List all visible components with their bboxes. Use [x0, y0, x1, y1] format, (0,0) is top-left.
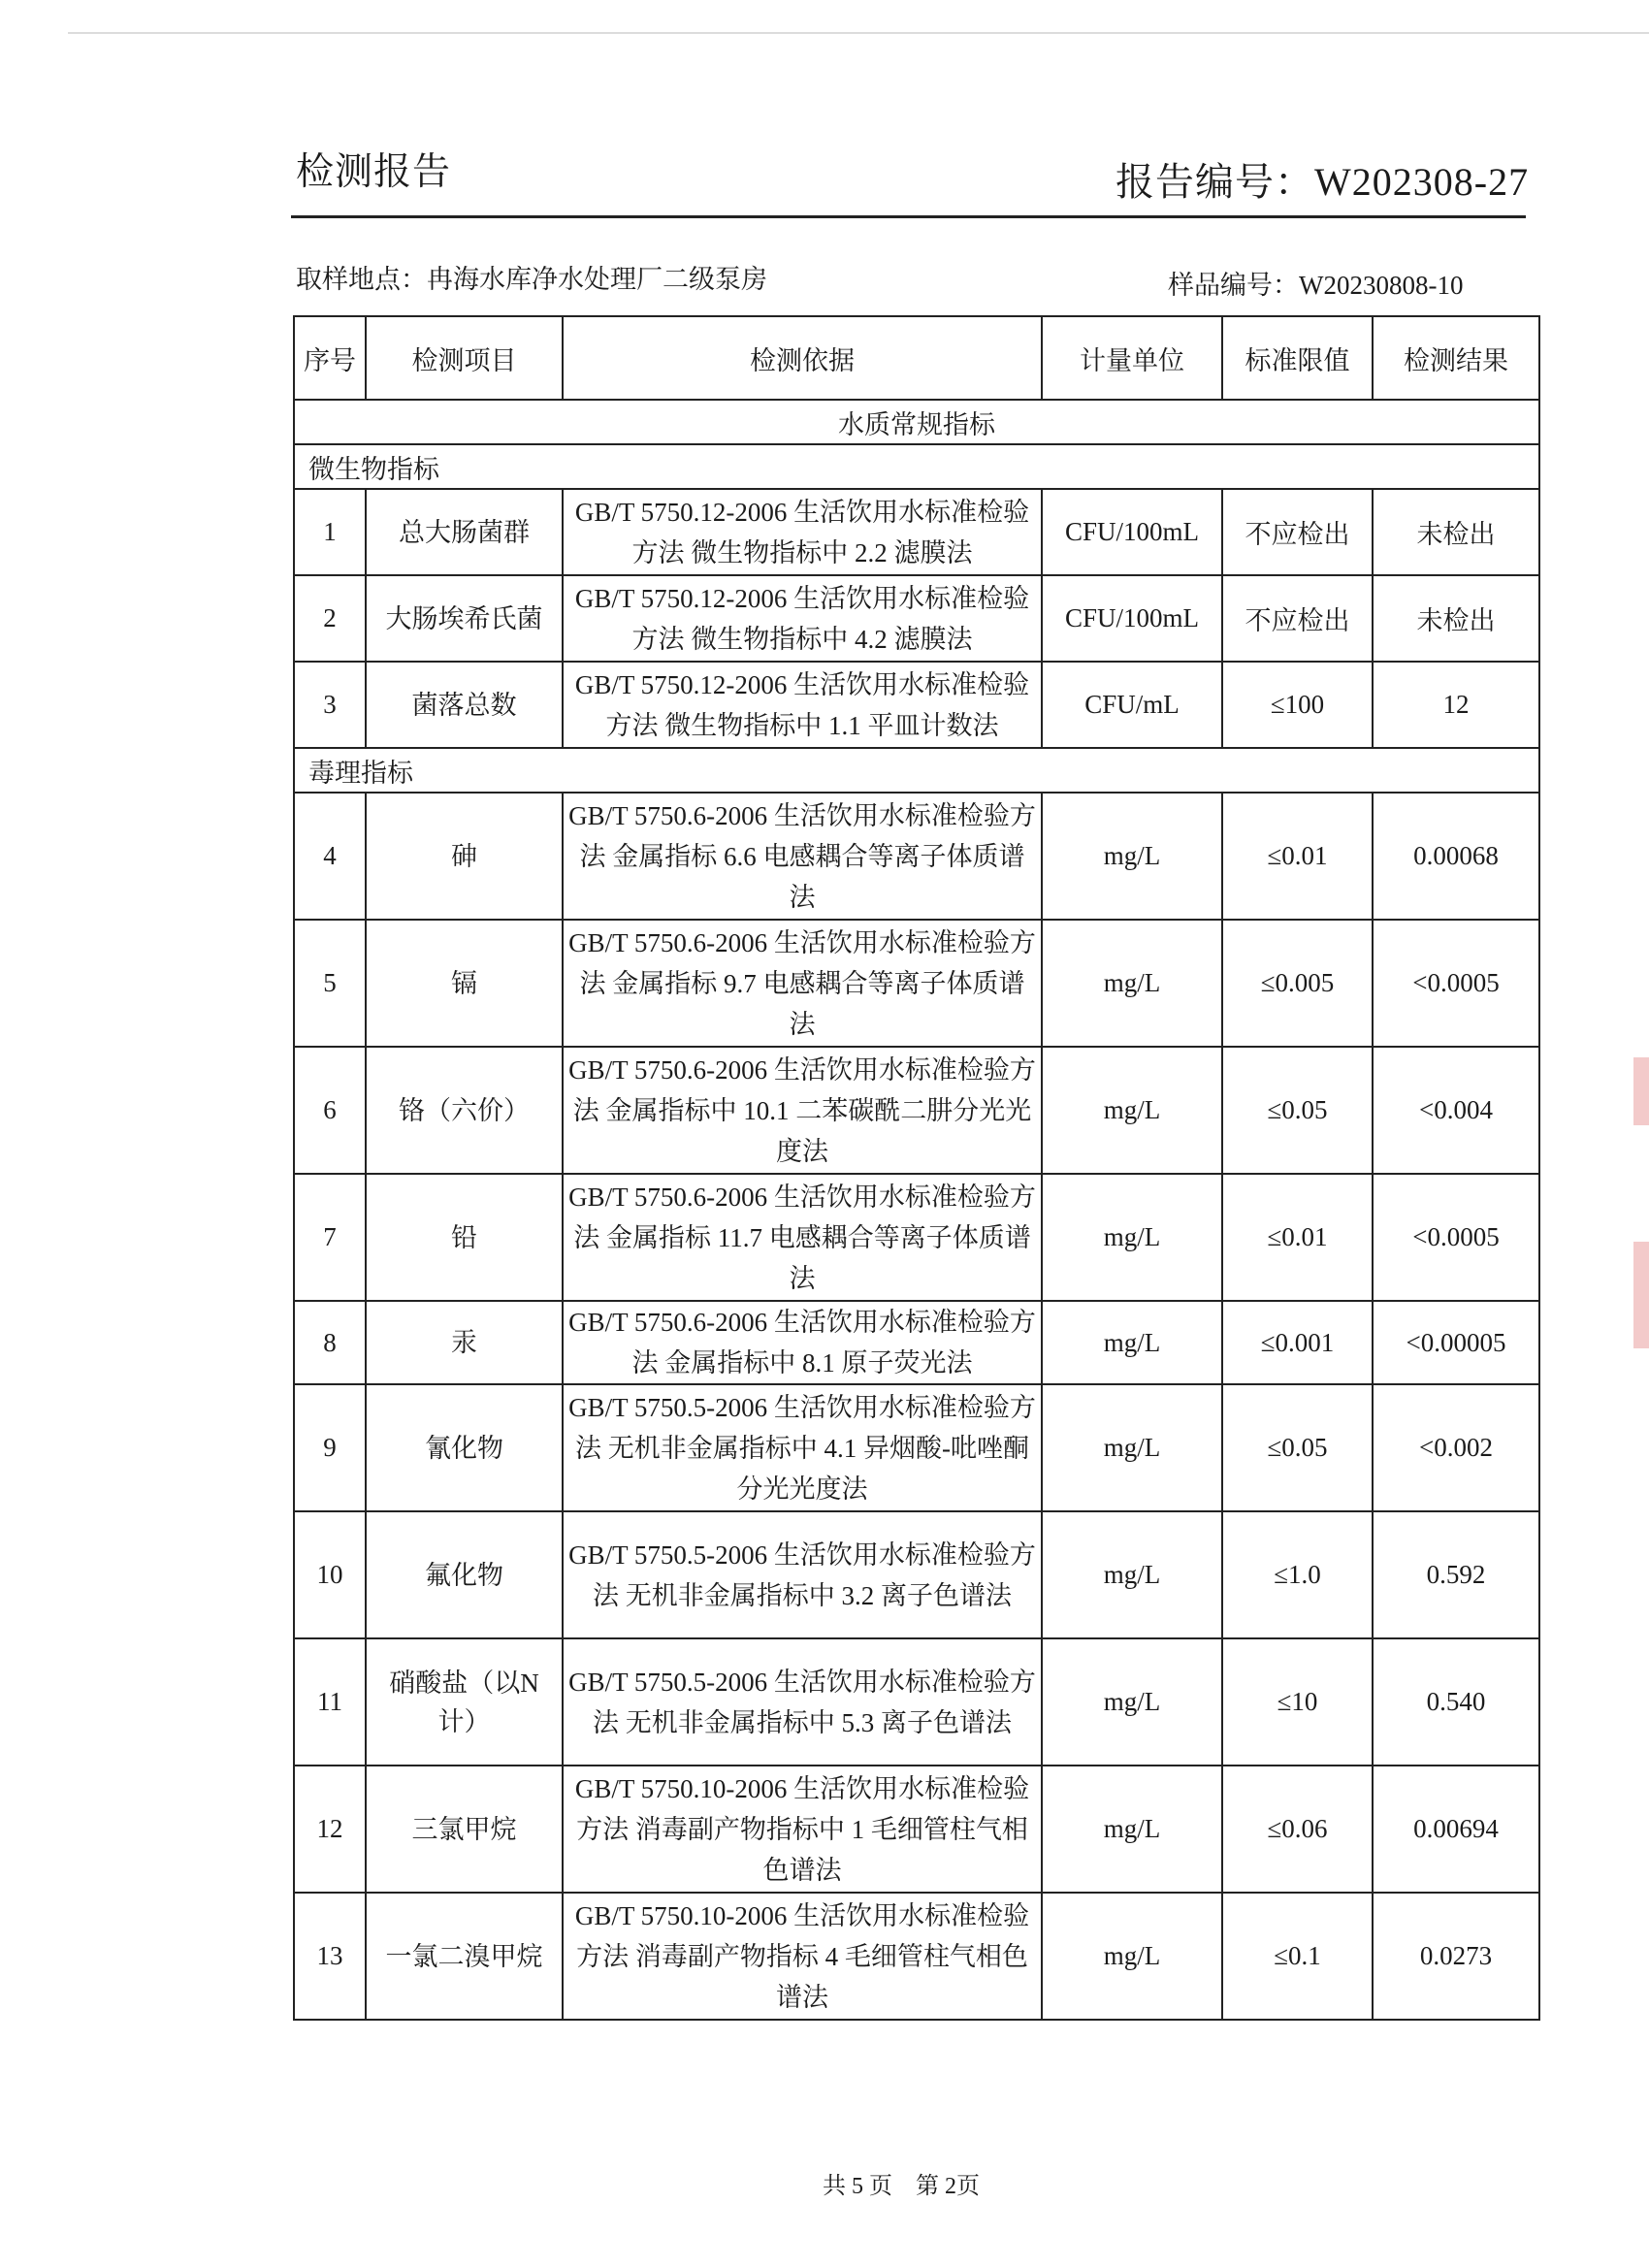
- cell-no: 1: [294, 489, 366, 575]
- cell-unit: mg/L: [1042, 1766, 1222, 1893]
- col-header-unit: 计量单位: [1042, 316, 1222, 400]
- report-number: 报告编号：W202308-27: [1116, 160, 1530, 204]
- red-stamp-mark: [1633, 1057, 1649, 1125]
- cell-basis: GB/T 5750.6-2006 生活饮用水标准检验方法 金属指标中 10.1 二苯碳酰二肼分光光度法: [563, 1047, 1042, 1174]
- cell-limit: ≤0.05: [1222, 1047, 1373, 1174]
- cell-no: 5: [294, 920, 366, 1047]
- report-title: 检测报告: [296, 151, 452, 193]
- cell-limit: ≤0.005: [1222, 920, 1373, 1047]
- section-title: 水质常规指标: [294, 400, 1539, 444]
- cell-basis: GB/T 5750.6-2006 生活饮用水标准检验方法 金属指标 6.6 电感耦合等离子体质谱法: [563, 793, 1042, 920]
- col-header-basis: 检测依据: [563, 316, 1042, 400]
- scan-edge-line: [68, 32, 1649, 34]
- cell-no: 9: [294, 1384, 366, 1511]
- col-header-item: 检测项目: [366, 316, 563, 400]
- table-row: [294, 662, 1539, 748]
- col-header-result: 检测结果: [1373, 316, 1539, 400]
- cell-limit: ≤0.01: [1222, 793, 1373, 920]
- table-row: [294, 575, 1539, 662]
- cell-result: <0.0005: [1373, 1174, 1539, 1301]
- cell-unit: mg/L: [1042, 1384, 1222, 1511]
- cell-unit: mg/L: [1042, 793, 1222, 920]
- cell-result: 0.00068: [1373, 793, 1539, 920]
- cell-limit: 不应检出: [1222, 489, 1373, 575]
- cell-item: 氟化物: [366, 1511, 563, 1638]
- cell-item: 三氯甲烷: [366, 1766, 563, 1893]
- cell-unit: mg/L: [1042, 1174, 1222, 1301]
- cell-item: 大肠埃希氏菌: [366, 575, 563, 662]
- cell-limit: ≤10: [1222, 1638, 1373, 1766]
- cell-unit: CFU/100mL: [1042, 489, 1222, 575]
- col-header-limit: 标准限值: [1222, 316, 1373, 400]
- cell-basis: GB/T 5750.6-2006 生活饮用水标准检验方法 金属指标 11.7 电感耦合等离子体质谱法: [563, 1174, 1042, 1301]
- cell-unit: mg/L: [1042, 1301, 1222, 1384]
- cell-basis: GB/T 5750.10-2006 生活饮用水标准检验方法 消毒副产物指标中 1 毛细管柱气相色谱法: [563, 1766, 1042, 1893]
- cell-result: 0.00694: [1373, 1766, 1539, 1893]
- cell-no: 12: [294, 1766, 366, 1893]
- cell-result: 未检出: [1373, 489, 1539, 575]
- cell-result: 0.592: [1373, 1511, 1539, 1638]
- cell-basis: GB/T 5750.6-2006 生活饮用水标准检验方法 金属指标中 8.1 原子荧光法: [563, 1301, 1042, 1384]
- group-row-toxicology: [294, 748, 1539, 793]
- cell-limit: ≤0.001: [1222, 1301, 1373, 1384]
- cell-limit: ≤1.0: [1222, 1511, 1373, 1638]
- cell-limit: ≤0.05: [1222, 1384, 1373, 1511]
- cell-basis: GB/T 5750.12-2006 生活饮用水标准检验方法 微生物指标中 1.1 平皿计数法: [563, 662, 1042, 748]
- cell-unit: mg/L: [1042, 920, 1222, 1047]
- cell-basis: GB/T 5750.10-2006 生活饮用水标准检验方法 消毒副产物指标 4 毛细管柱气相色谱法: [563, 1893, 1042, 2020]
- cell-no: 2: [294, 575, 366, 662]
- cell-no: 7: [294, 1174, 366, 1301]
- cell-result: 0.540: [1373, 1638, 1539, 1766]
- cell-limit: ≤100: [1222, 662, 1373, 748]
- cell-no: 13: [294, 1893, 366, 2020]
- table-row: [294, 793, 1539, 920]
- cell-basis: GB/T 5750.12-2006 生活饮用水标准检验方法 微生物指标中 4.2 滤膜法: [563, 575, 1042, 662]
- table-row: [294, 489, 1539, 575]
- table-row: [294, 1511, 1539, 1638]
- col-header-no: 序号: [294, 316, 366, 400]
- cell-limit: 不应检出: [1222, 575, 1373, 662]
- table-row: [294, 920, 1539, 1047]
- group-row-microbial: [294, 444, 1539, 489]
- cell-item: 镉: [366, 920, 563, 1047]
- cell-result: 12: [1373, 662, 1539, 748]
- table-row: [294, 1384, 1539, 1511]
- cell-result: 未检出: [1373, 575, 1539, 662]
- table-header-row: [294, 316, 1539, 400]
- group-title: 毒理指标: [294, 748, 1539, 793]
- cell-unit: CFU/100mL: [1042, 575, 1222, 662]
- sample-number: 样品编号：W20230808-10: [1168, 271, 1464, 300]
- table-row: [294, 1301, 1539, 1384]
- cell-result: <0.002: [1373, 1384, 1539, 1511]
- table-row: [294, 1638, 1539, 1766]
- cell-basis: GB/T 5750.12-2006 生活饮用水标准检验方法 微生物指标中 2.2 滤膜法: [563, 489, 1042, 575]
- table-row: [294, 1047, 1539, 1174]
- cell-item: 铬（六价）: [366, 1047, 563, 1174]
- cell-item: 汞: [366, 1301, 563, 1384]
- group-title: 微生物指标: [294, 444, 1539, 489]
- cell-item: 砷: [366, 793, 563, 920]
- cell-result: <0.004: [1373, 1047, 1539, 1174]
- cell-unit: CFU/mL: [1042, 662, 1222, 748]
- test-results-table: [293, 315, 1540, 2021]
- cell-item: 硝酸盐（以N计）: [366, 1638, 563, 1766]
- red-stamp-mark: [1633, 1242, 1649, 1348]
- header-divider: [291, 215, 1526, 218]
- page-counter: 共 5 页 第 2页: [823, 2174, 980, 2199]
- cell-limit: ≤0.06: [1222, 1766, 1373, 1893]
- cell-basis: GB/T 5750.5-2006 生活饮用水标准检验方法 无机非金属指标中 4.1 异烟酸-吡唑酮分光光度法: [563, 1384, 1042, 1511]
- cell-item: 铅: [366, 1174, 563, 1301]
- cell-unit: mg/L: [1042, 1511, 1222, 1638]
- cell-item: 总大肠菌群: [366, 489, 563, 575]
- cell-limit: ≤0.1: [1222, 1893, 1373, 2020]
- table-row: [294, 1893, 1539, 2020]
- cell-unit: mg/L: [1042, 1893, 1222, 2020]
- cell-no: 10: [294, 1511, 366, 1638]
- cell-result: <0.0005: [1373, 920, 1539, 1047]
- cell-no: 4: [294, 793, 366, 920]
- cell-result: 0.0273: [1373, 1893, 1539, 2020]
- cell-item: 氰化物: [366, 1384, 563, 1511]
- section-row: [294, 400, 1539, 444]
- cell-result: <0.00005: [1373, 1301, 1539, 1384]
- cell-no: 6: [294, 1047, 366, 1174]
- cell-item: 一氯二溴甲烷: [366, 1893, 563, 2020]
- cell-basis: GB/T 5750.5-2006 生活饮用水标准检验方法 无机非金属指标中 3.2 离子色谱法: [563, 1511, 1042, 1638]
- cell-no: 3: [294, 662, 366, 748]
- cell-no: 8: [294, 1301, 366, 1384]
- cell-unit: mg/L: [1042, 1638, 1222, 1766]
- table-row: [294, 1766, 1539, 1893]
- cell-no: 11: [294, 1638, 366, 1766]
- cell-unit: mg/L: [1042, 1047, 1222, 1174]
- sampling-location: 取样地点：冉海水库净水处理厂二级泵房: [296, 265, 767, 294]
- cell-basis: GB/T 5750.5-2006 生活饮用水标准检验方法 无机非金属指标中 5.3 离子色谱法: [563, 1638, 1042, 1766]
- cell-basis: GB/T 5750.6-2006 生活饮用水标准检验方法 金属指标 9.7 电感耦合等离子体质谱法: [563, 920, 1042, 1047]
- cell-item: 菌落总数: [366, 662, 563, 748]
- cell-limit: ≤0.01: [1222, 1174, 1373, 1301]
- table-row: [294, 1174, 1539, 1301]
